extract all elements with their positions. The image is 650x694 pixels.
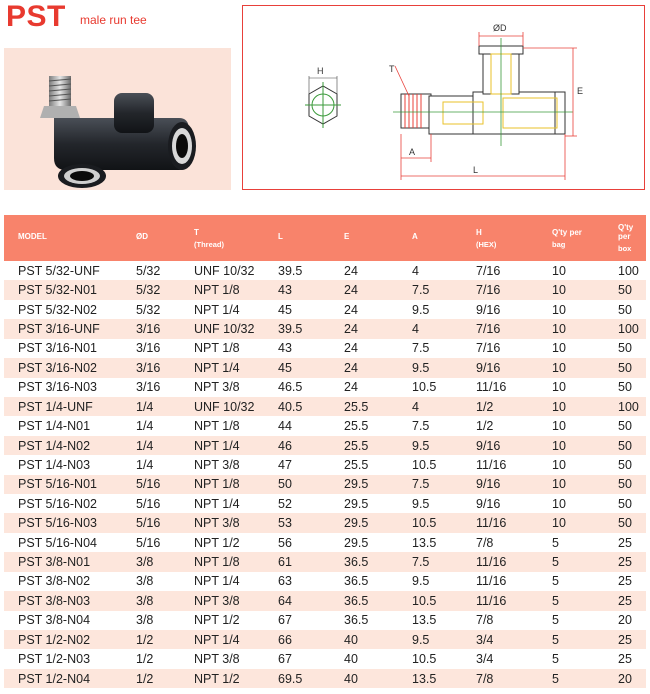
col-header-od: ØD [136, 232, 148, 241]
cell-qty-box: 100 [618, 263, 639, 278]
cell-od: 3/16 [136, 380, 161, 395]
cell-qty-box: 50 [618, 341, 632, 356]
cell-e: 29.5 [344, 477, 369, 492]
cell-a: 10.5 [412, 516, 437, 531]
table-row [4, 416, 646, 435]
cell-qty-bag: 10 [552, 302, 566, 317]
table-row [4, 475, 646, 494]
cell-hex: 7/16 [476, 341, 501, 356]
cell-qty-box: 50 [618, 302, 632, 317]
table-row [4, 378, 646, 397]
cell-model: PST 1/4-UNF [18, 399, 93, 414]
cell-l: 40.5 [278, 399, 303, 414]
cell-qty-bag: 5 [552, 593, 559, 608]
cell-l: 63 [278, 574, 292, 589]
table-row [4, 649, 646, 668]
cell-hex: 11/16 [476, 555, 507, 570]
cell-thread: NPT 1/4 [194, 360, 240, 375]
table-row [4, 455, 646, 474]
cell-e: 24 [344, 321, 358, 336]
table-row [4, 300, 646, 319]
cell-e: 40 [344, 632, 358, 647]
cell-hex: 7/16 [476, 321, 501, 336]
cell-hex: 7/8 [476, 535, 494, 550]
cell-qty-bag: 10 [552, 496, 566, 511]
cell-e: 25.5 [344, 399, 369, 414]
cell-model: PST 5/16-N03 [18, 516, 97, 531]
cell-a: 13.5 [412, 671, 437, 686]
cell-qty-bag: 10 [552, 457, 566, 472]
cell-qty-box: 100 [618, 399, 639, 414]
label-e: E [577, 86, 584, 96]
cell-e: 36.5 [344, 555, 369, 570]
cell-od: 3/8 [136, 574, 154, 589]
cell-thread: NPT 3/8 [194, 652, 240, 667]
cell-thread: UNF 10/32 [194, 321, 255, 336]
cell-e: 29.5 [344, 535, 369, 550]
col-header-l: L [278, 232, 283, 241]
cell-a: 10.5 [412, 457, 437, 472]
cell-model: PST 5/32-N01 [18, 283, 97, 298]
cell-l: 45 [278, 360, 292, 375]
cell-qty-box: 25 [618, 555, 632, 570]
cell-l: 56 [278, 535, 292, 550]
cell-thread: NPT 3/8 [194, 593, 240, 608]
cell-thread: NPT 1/4 [194, 632, 240, 647]
cell-l: 44 [278, 419, 292, 434]
cell-qty-bag: 10 [552, 263, 566, 278]
cell-thread: NPT 1/4 [194, 302, 240, 317]
cell-e: 36.5 [344, 593, 369, 608]
table-row [4, 397, 646, 416]
col-header-hex: H (HEX) [476, 227, 497, 249]
cell-l: 69.5 [278, 671, 303, 686]
label-l: L [473, 165, 479, 175]
cell-hex: 11/16 [476, 457, 507, 472]
col-header-model: MODEL [18, 232, 47, 241]
cell-thread: NPT 1/4 [194, 574, 240, 589]
cell-od: 3/8 [136, 593, 154, 608]
cell-od: 5/16 [136, 477, 161, 492]
cell-od: 5/16 [136, 516, 161, 531]
cell-e: 24 [344, 302, 358, 317]
cell-a: 7.5 [412, 419, 430, 434]
cell-model: PST 1/4-N03 [18, 457, 91, 472]
page-subtitle: male run tee [80, 13, 147, 27]
cell-l: 43 [278, 341, 292, 356]
cell-thread: NPT 1/8 [194, 477, 240, 492]
cell-e: 24 [344, 263, 358, 278]
cell-qty-box: 25 [618, 593, 632, 608]
cell-hex: 3/4 [476, 652, 494, 667]
cell-hex: 9/16 [476, 360, 501, 375]
col-header-thread: T (Thread) [194, 227, 224, 249]
cell-od: 1/4 [136, 419, 154, 434]
table-row [4, 436, 646, 455]
cell-qty-box: 50 [618, 283, 632, 298]
cell-qty-box: 50 [618, 457, 632, 472]
cell-od: 1/4 [136, 438, 154, 453]
cell-qty-box: 25 [618, 632, 632, 647]
cell-model: PST 5/16-N04 [18, 535, 97, 550]
cell-e: 24 [344, 380, 358, 395]
cell-e: 29.5 [344, 516, 369, 531]
cell-qty-box: 50 [618, 360, 632, 375]
cell-od: 5/32 [136, 263, 161, 278]
cell-od: 5/16 [136, 535, 161, 550]
cell-model: PST 5/32-UNF [18, 263, 100, 278]
table-row [4, 552, 646, 571]
col-header-qty-bag: Q'ty per bag [552, 227, 582, 249]
cell-model: PST 5/32-N02 [18, 302, 97, 317]
cell-hex: 7/8 [476, 613, 494, 628]
cell-a: 7.5 [412, 555, 430, 570]
cell-l: 46 [278, 438, 292, 453]
cell-qty-bag: 5 [552, 671, 559, 686]
cell-hex: 11/16 [476, 516, 507, 531]
cell-l: 64 [278, 593, 292, 608]
cell-qty-box: 20 [618, 671, 632, 686]
cell-od: 5/32 [136, 302, 161, 317]
cell-model: PST 3/16-N01 [18, 341, 97, 356]
cell-e: 24 [344, 283, 358, 298]
cell-a: 9.5 [412, 496, 430, 511]
cell-qty-bag: 5 [552, 632, 559, 647]
cell-model: PST 3/16-N03 [18, 380, 97, 395]
cell-hex: 1/2 [476, 399, 494, 414]
cell-thread: NPT 1/8 [194, 419, 240, 434]
cell-thread: NPT 1/8 [194, 283, 240, 298]
col-header-qty-box: Q'ty per box [618, 223, 634, 253]
table-body [4, 261, 646, 688]
cell-a: 9.5 [412, 632, 430, 647]
table-row [4, 533, 646, 552]
cell-e: 24 [344, 360, 358, 375]
cell-a: 9.5 [412, 360, 430, 375]
hex-end-view [305, 76, 341, 128]
cell-od: 3/16 [136, 321, 161, 336]
table-row [4, 630, 646, 649]
cell-qty-bag: 5 [552, 555, 559, 570]
cell-qty-box: 50 [618, 516, 632, 531]
cell-a: 13.5 [412, 535, 437, 550]
cell-e: 36.5 [344, 613, 369, 628]
cell-qty-box: 25 [618, 652, 632, 667]
cell-hex: 9/16 [476, 302, 501, 317]
cell-thread: UNF 10/32 [194, 399, 255, 414]
cell-hex: 9/16 [476, 496, 501, 511]
cell-model: PST 1/4-N01 [18, 419, 91, 434]
cell-e: 36.5 [344, 574, 369, 589]
cell-e: 40 [344, 652, 358, 667]
cell-hex: 11/16 [476, 380, 507, 395]
cell-l: 67 [278, 613, 292, 628]
cell-model: PST 1/2-N04 [18, 671, 91, 686]
cell-thread: NPT 1/4 [194, 496, 240, 511]
cell-od: 1/4 [136, 399, 154, 414]
cell-qty-bag: 10 [552, 516, 566, 531]
cell-qty-box: 100 [618, 321, 639, 336]
specification-table [4, 215, 646, 688]
label-h: H [317, 66, 324, 76]
cell-model: PST 3/8-N03 [18, 593, 91, 608]
cell-a: 4 [412, 263, 419, 278]
cell-model: PST 3/16-UNF [18, 321, 100, 336]
col-header-e: E [344, 232, 350, 241]
cell-hex: 1/2 [476, 419, 494, 434]
cell-od: 1/2 [136, 652, 154, 667]
table-row [4, 339, 646, 358]
cell-hex: 7/16 [476, 283, 501, 298]
cell-a: 10.5 [412, 652, 437, 667]
table-row [4, 591, 646, 610]
cell-a: 9.5 [412, 438, 430, 453]
cell-l: 52 [278, 496, 292, 511]
cell-od: 3/8 [136, 555, 154, 570]
cell-od: 3/16 [136, 341, 161, 356]
cell-e: 25.5 [344, 438, 369, 453]
cell-thread: UNF 10/32 [194, 263, 255, 278]
cell-l: 53 [278, 516, 292, 531]
cell-a: 4 [412, 399, 419, 414]
cell-qty-bag: 5 [552, 652, 559, 667]
cell-od: 5/16 [136, 496, 161, 511]
cell-hex: 11/16 [476, 574, 507, 589]
cell-hex: 9/16 [476, 477, 501, 492]
fitting-photo-illustration [4, 48, 231, 190]
cell-thread: NPT 3/8 [194, 457, 240, 472]
cell-qty-bag: 5 [552, 613, 559, 628]
table-row [4, 572, 646, 591]
cell-qty-bag: 5 [552, 535, 559, 550]
cell-qty-box: 50 [618, 419, 632, 434]
cell-qty-bag: 10 [552, 380, 566, 395]
cell-qty-box: 50 [618, 477, 632, 492]
cell-hex: 7/8 [476, 671, 494, 686]
cell-model: PST 5/16-N01 [18, 477, 97, 492]
cell-qty-bag: 10 [552, 399, 566, 414]
cell-model: PST 1/2-N02 [18, 632, 91, 647]
cell-l: 66 [278, 632, 292, 647]
cell-model: PST 3/8-N04 [18, 613, 91, 628]
table-row [4, 280, 646, 299]
cell-hex: 9/16 [476, 438, 501, 453]
table-row [4, 261, 646, 280]
cell-hex: 7/16 [476, 263, 501, 278]
cell-l: 67 [278, 652, 292, 667]
cell-qty-bag: 10 [552, 419, 566, 434]
product-photo [4, 48, 231, 190]
cell-l: 61 [278, 555, 292, 570]
table-row [4, 669, 646, 688]
table-header-row [4, 215, 646, 261]
cell-e: 25.5 [344, 457, 369, 472]
cell-thread: NPT 1/4 [194, 438, 240, 453]
cell-l: 39.5 [278, 321, 303, 336]
cell-thread: NPT 3/8 [194, 516, 240, 531]
cell-l: 43 [278, 283, 292, 298]
cell-e: 40 [344, 671, 358, 686]
cell-qty-bag: 10 [552, 341, 566, 356]
label-t: T [389, 64, 395, 74]
cell-qty-bag: 10 [552, 283, 566, 298]
cell-qty-bag: 10 [552, 321, 566, 336]
table-row [4, 319, 646, 338]
cell-e: 24 [344, 341, 358, 356]
cell-model: PST 3/16-N02 [18, 360, 97, 375]
cell-qty-box: 50 [618, 496, 632, 511]
cell-qty-bag: 10 [552, 360, 566, 375]
cell-e: 25.5 [344, 419, 369, 434]
page-title: PST [6, 0, 66, 33]
table-row [4, 513, 646, 532]
label-od: ØD [493, 23, 507, 33]
cell-model: PST 1/4-N02 [18, 438, 91, 453]
table-row [4, 611, 646, 630]
cell-thread: NPT 1/8 [194, 555, 240, 570]
technical-drawing [242, 5, 645, 190]
cell-od: 1/2 [136, 632, 154, 647]
cell-a: 10.5 [412, 380, 437, 395]
cell-a: 4 [412, 321, 419, 336]
cell-thread: NPT 1/2 [194, 671, 240, 686]
table-row [4, 358, 646, 377]
cell-qty-box: 25 [618, 574, 632, 589]
cell-od: 1/4 [136, 457, 154, 472]
cell-a: 7.5 [412, 283, 430, 298]
dimension-drawing [243, 6, 643, 188]
cell-thread: NPT 1/2 [194, 613, 240, 628]
cell-l: 46.5 [278, 380, 303, 395]
cell-hex: 3/4 [476, 632, 494, 647]
cell-a: 7.5 [412, 341, 430, 356]
col-header-a: A [412, 232, 418, 241]
cell-qty-box: 20 [618, 613, 632, 628]
cell-thread: NPT 3/8 [194, 380, 240, 395]
cell-a: 7.5 [412, 477, 430, 492]
cell-l: 39.5 [278, 263, 303, 278]
cell-thread: NPT 1/2 [194, 535, 240, 550]
label-a: A [409, 147, 416, 157]
cell-a: 10.5 [412, 593, 437, 608]
cell-qty-bag: 10 [552, 438, 566, 453]
cell-a: 9.5 [412, 302, 430, 317]
cell-model: PST 5/16-N02 [18, 496, 97, 511]
cell-l: 47 [278, 457, 292, 472]
cell-od: 3/8 [136, 613, 154, 628]
cell-od: 1/2 [136, 671, 154, 686]
cell-l: 45 [278, 302, 292, 317]
cell-e: 29.5 [344, 496, 369, 511]
cell-l: 50 [278, 477, 292, 492]
cell-model: PST 3/8-N01 [18, 555, 91, 570]
cell-od: 3/16 [136, 360, 161, 375]
cell-thread: NPT 1/8 [194, 341, 240, 356]
cell-qty-box: 50 [618, 380, 632, 395]
cell-hex: 11/16 [476, 593, 507, 608]
cell-model: PST 1/2-N03 [18, 652, 91, 667]
cell-qty-box: 25 [618, 535, 632, 550]
side-view [393, 38, 573, 146]
cell-qty-bag: 10 [552, 477, 566, 492]
cell-model: PST 3/8-N02 [18, 574, 91, 589]
cell-od: 5/32 [136, 283, 161, 298]
cell-qty-bag: 5 [552, 574, 559, 589]
cell-a: 13.5 [412, 613, 437, 628]
cell-a: 9.5 [412, 574, 430, 589]
cell-qty-box: 50 [618, 438, 632, 453]
table-row [4, 494, 646, 513]
